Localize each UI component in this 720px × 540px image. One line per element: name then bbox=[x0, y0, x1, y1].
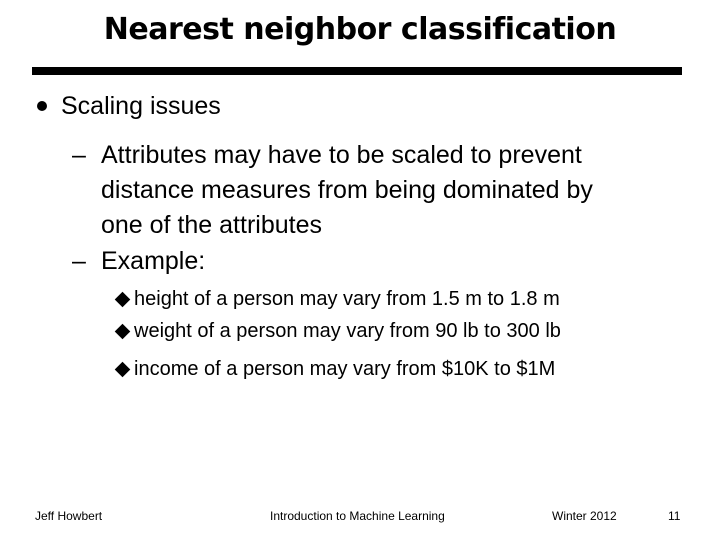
diamond-bullet-icon bbox=[115, 362, 131, 378]
text-line: Example: bbox=[101, 247, 206, 275]
bullet-dot-icon bbox=[37, 101, 47, 111]
sub-bullet-text bbox=[101, 244, 661, 279]
example-text: weight of a person may vary from 90 lb to 300 lb bbox=[134, 320, 561, 342]
text-line: Attributes may have to be scaled to prevent bbox=[101, 141, 582, 169]
sub-bullet-text bbox=[101, 138, 661, 243]
text-line: distance measures from being dominated by bbox=[101, 176, 593, 204]
footer-date: Winter 2012 bbox=[552, 509, 617, 523]
footer-page-number: 11 bbox=[668, 509, 681, 523]
footer-author: Jeff Howbert bbox=[35, 509, 103, 523]
example-text: income of a person may vary from $10K to $1M bbox=[134, 358, 556, 380]
diamond-bullet-icon bbox=[115, 292, 131, 308]
diamond-bullet-icon bbox=[115, 324, 131, 340]
bullet-text: Scaling issues bbox=[61, 92, 221, 120]
title-rule bbox=[32, 67, 682, 75]
dash-marker: – bbox=[72, 141, 86, 169]
example-text: height of a person may vary from 1.5 m to 1.8 m bbox=[134, 288, 560, 310]
slide-title: Nearest neighbor classification bbox=[103, 12, 617, 47]
dash-marker: – bbox=[72, 247, 86, 275]
text-line: one of the attributes bbox=[101, 211, 322, 239]
footer-course: Introduction to Machine Learning bbox=[270, 509, 445, 523]
